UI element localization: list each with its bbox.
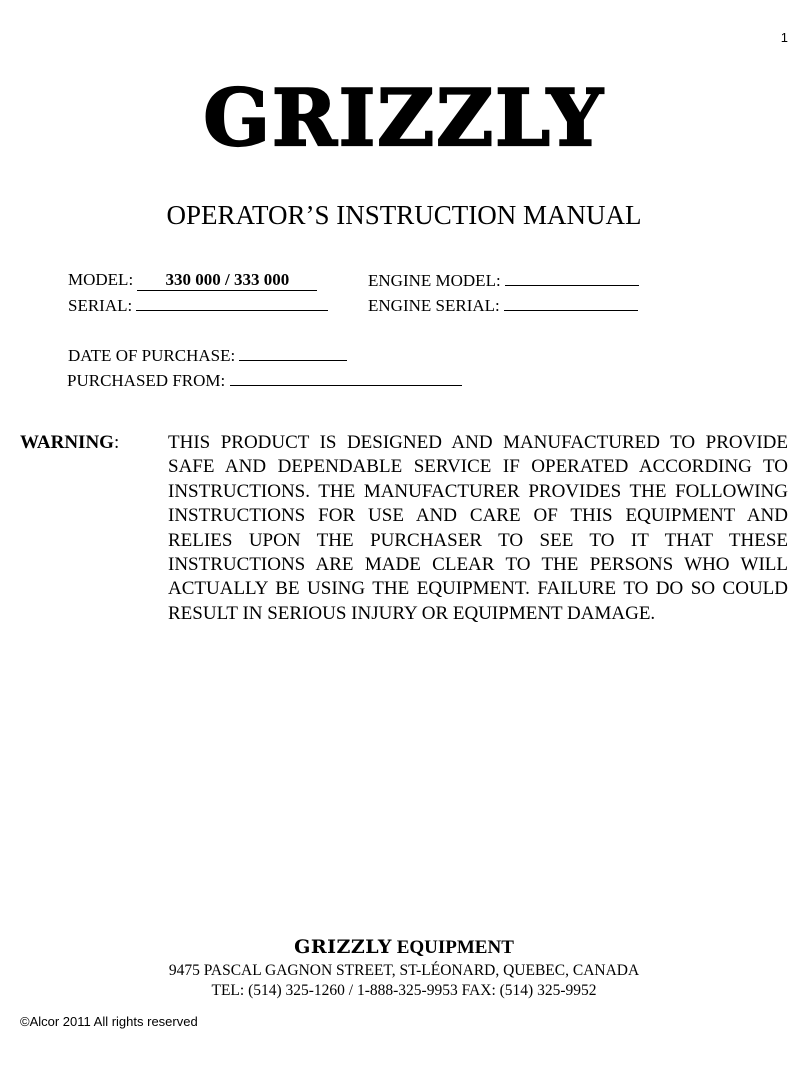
brand-logo: GRIZZLY [203,73,605,164]
model-row [68,268,317,292]
purchased-row [67,368,462,393]
engine-serial-blank[interactable] [504,293,638,311]
serial-blank[interactable] [136,293,328,311]
footer-brand-logo: GRIZZLY [294,936,392,958]
engine-model-row [368,268,639,293]
warning-text: THIS PRODUCT IS DESIGNED AND MANUFACTURED TO PROVIDE SAFE AND DEPENDABLE SERVICE IF OPERATED ACCORDING TO INSTRUCTIONS. THE MANUFACTURER PROVIDES THE FOLLOWING INSTRUCTIONS FOR USE AND CARE OF THIS EQUIPMENT AND RELIES UPON THE PURCHASER TO SEE TO IT THAT THESE INSTRUCTIONS ARE MADE CLEAR TO THE PERSONS WHO WILL ACTUALLY BE USING THE EQUIPMENT. FAILURE TO DO SO COULD RESULT IN SERIOUS INJURY OR EQUIPMENT DAMAGE. [168,432,788,624]
footer-contact: TEL: (514) 325-1260 / 1-888-325-9953 FAX: (514) 325-9952 [211,982,597,999]
engine-serial-row [368,293,638,318]
engine-model-blank[interactable] [505,268,639,286]
purchased-label: PURCHASED FROM: [67,371,226,390]
model-value: 330 000 / 333 000 [137,270,317,291]
engine-serial-label: ENGINE SERIAL: [368,296,500,315]
copyright: ©Alcor 2011 All rights reserved [20,1014,198,1029]
engine-model-label: ENGINE MODEL: [368,271,501,290]
footer-equipment: EQUIPMENT [396,937,514,958]
date-label: DATE OF PURCHASE: [68,346,236,365]
manual-title: OPERATOR’S INSTRUCTION MANUAL [166,200,642,230]
date-blank[interactable] [239,343,347,361]
model-label: MODEL: [68,270,134,289]
page-number: 1 [780,30,788,45]
serial-row [68,293,328,318]
warning-label: WARNING: [20,432,120,453]
purchased-blank[interactable] [230,368,462,386]
serial-label: SERIAL: [68,296,133,315]
footer-address: 9475 PASCAL GAGNON STREET, ST-LÉONARD, QUEBEC, CANADA [168,962,640,979]
date-row [68,343,347,368]
footer-company [0,936,808,959]
